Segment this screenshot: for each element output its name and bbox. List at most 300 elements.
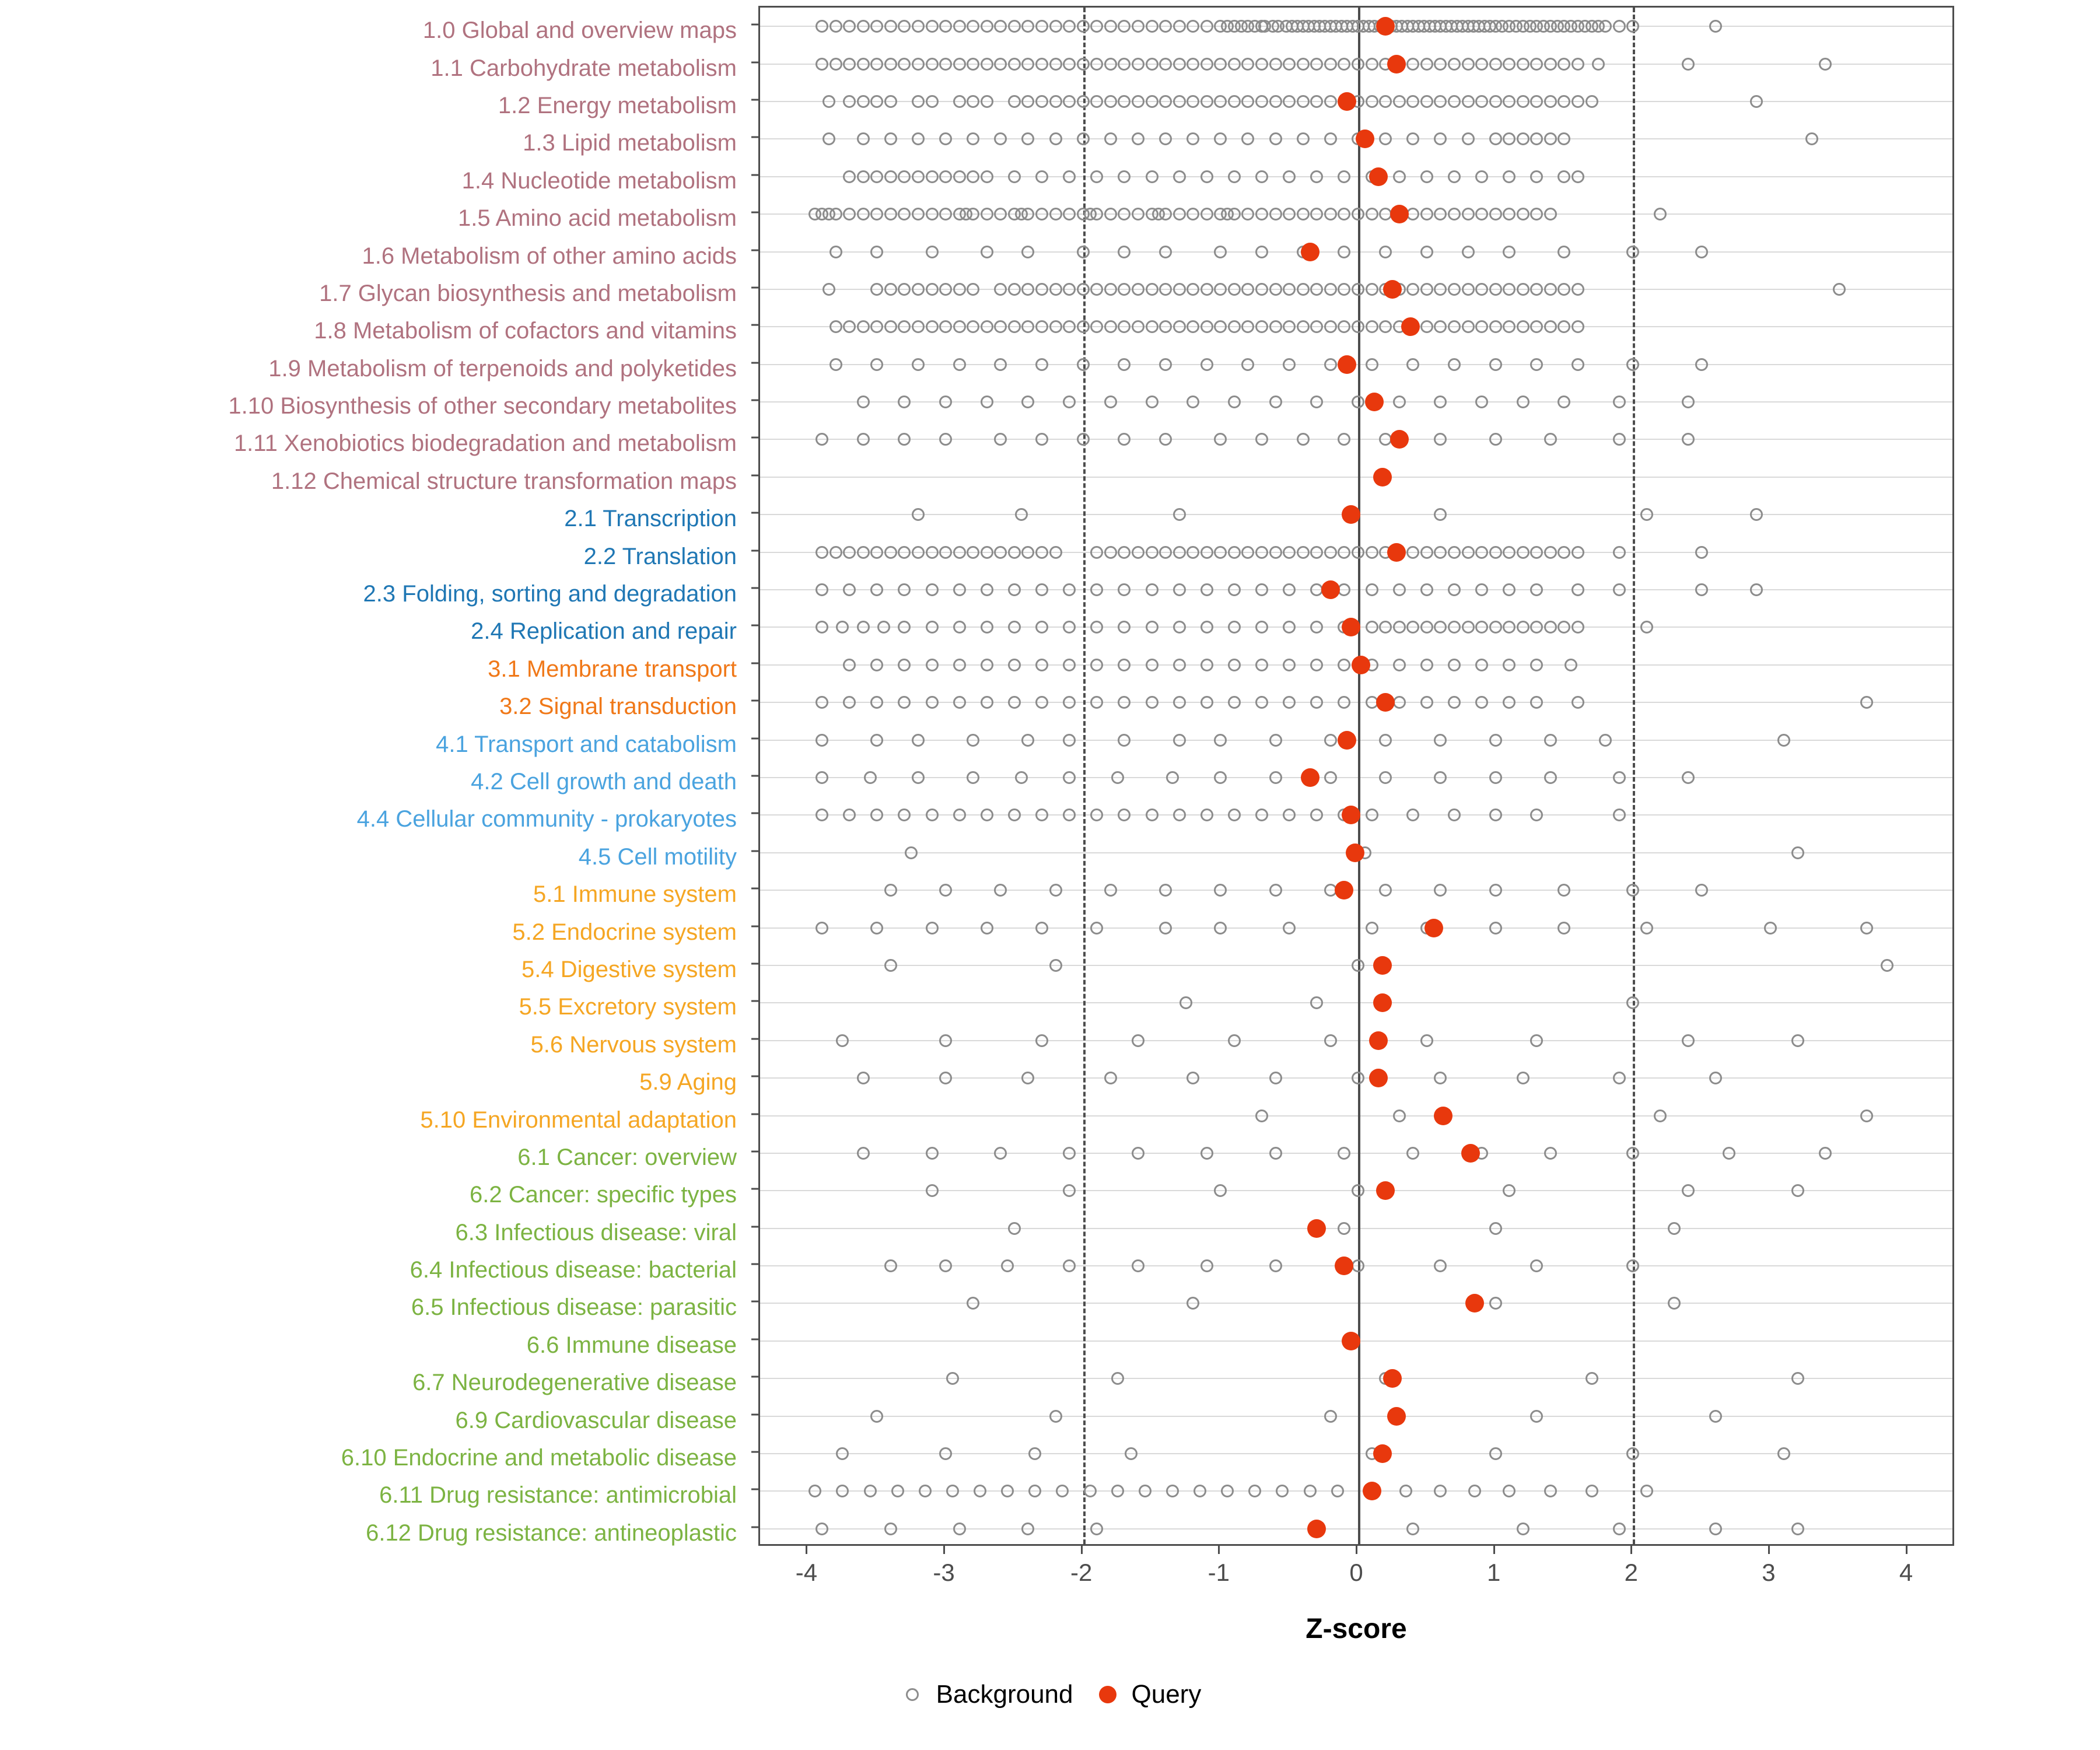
background-point bbox=[1434, 771, 1447, 784]
background-point bbox=[891, 1485, 904, 1497]
background-point bbox=[1228, 583, 1241, 596]
background-point bbox=[1104, 132, 1117, 145]
background-point bbox=[870, 659, 883, 671]
background-point bbox=[1283, 583, 1296, 596]
background-point bbox=[1352, 1072, 1364, 1084]
background-point bbox=[1269, 208, 1282, 220]
query-point bbox=[1434, 1107, 1452, 1125]
y-axis-tick-label: 6.11 Drug resistance: antimicrobial bbox=[379, 1482, 737, 1508]
background-point bbox=[1517, 208, 1530, 220]
query-point bbox=[1342, 1332, 1360, 1350]
background-point bbox=[1626, 1147, 1639, 1160]
background-point bbox=[1104, 396, 1117, 408]
background-point bbox=[1297, 546, 1310, 559]
background-point bbox=[1146, 696, 1158, 709]
query-point bbox=[1352, 656, 1370, 674]
query-point bbox=[1387, 1407, 1406, 1426]
background-point bbox=[1517, 283, 1530, 296]
background-point bbox=[1544, 320, 1557, 333]
background-point bbox=[1063, 283, 1076, 296]
y-axis-tick-label: 5.2 Endocrine system bbox=[512, 919, 737, 945]
background-point bbox=[870, 58, 883, 71]
background-point bbox=[1049, 320, 1062, 333]
background-point bbox=[1434, 884, 1447, 897]
background-point bbox=[1406, 358, 1419, 371]
background-point bbox=[967, 283, 979, 296]
background-point bbox=[1021, 246, 1034, 258]
background-point bbox=[1764, 922, 1777, 935]
background-point bbox=[1544, 58, 1557, 71]
background-point bbox=[1173, 508, 1186, 521]
background-point bbox=[967, 320, 979, 333]
background-point bbox=[1668, 1297, 1681, 1310]
background-point bbox=[1132, 20, 1144, 33]
grid-row-line bbox=[760, 1002, 1952, 1003]
background-point bbox=[1310, 696, 1323, 709]
background-point bbox=[1468, 1485, 1481, 1497]
background-point bbox=[857, 433, 870, 446]
background-point bbox=[1241, 320, 1254, 333]
background-point bbox=[994, 208, 1007, 220]
background-point bbox=[1406, 808, 1419, 821]
background-point bbox=[1640, 508, 1653, 521]
background-point bbox=[1310, 396, 1323, 408]
background-point bbox=[1420, 546, 1433, 559]
y-axis-tick-label: 1.11 Xenobiotics biodegradation and metabolism bbox=[233, 430, 737, 457]
background-point bbox=[1028, 1485, 1041, 1497]
y-axis-tick-label: 1.6 Metabolism of other amino acids bbox=[362, 243, 737, 269]
background-point bbox=[926, 808, 939, 821]
background-point bbox=[884, 208, 897, 220]
background-point bbox=[1366, 621, 1378, 634]
background-point bbox=[1530, 1259, 1543, 1272]
background-point bbox=[1592, 58, 1605, 71]
background-point bbox=[1434, 58, 1447, 71]
background-point bbox=[1530, 358, 1543, 371]
background-point bbox=[864, 771, 877, 784]
background-point bbox=[1654, 208, 1667, 220]
background-point bbox=[1035, 922, 1048, 935]
background-point bbox=[1406, 621, 1419, 634]
background-point bbox=[1462, 246, 1475, 258]
background-point bbox=[1118, 58, 1130, 71]
background-point bbox=[1489, 208, 1502, 220]
query-point bbox=[1387, 543, 1406, 562]
background-point bbox=[843, 170, 856, 183]
background-point bbox=[898, 208, 911, 220]
background-point bbox=[1558, 546, 1570, 559]
background-point bbox=[1434, 396, 1447, 408]
background-point bbox=[1489, 808, 1502, 821]
background-point bbox=[939, 1259, 952, 1272]
background-point bbox=[926, 696, 939, 709]
background-point bbox=[1558, 283, 1570, 296]
background-point bbox=[898, 396, 911, 408]
background-point bbox=[1517, 58, 1530, 71]
background-point bbox=[1489, 771, 1502, 784]
background-point bbox=[1420, 170, 1433, 183]
background-point bbox=[1200, 546, 1213, 559]
background-point bbox=[870, 320, 883, 333]
background-point bbox=[1709, 1072, 1722, 1084]
y-axis-tick-mark bbox=[751, 61, 758, 63]
background-point bbox=[926, 659, 939, 671]
y-axis-tick-mark bbox=[751, 1226, 758, 1227]
query-point bbox=[1376, 17, 1395, 36]
background-point bbox=[1035, 283, 1048, 296]
background-point bbox=[898, 58, 911, 71]
background-point bbox=[1125, 1447, 1138, 1460]
background-point bbox=[1173, 95, 1186, 108]
background-point bbox=[1214, 1184, 1227, 1197]
y-axis-tick-mark bbox=[751, 512, 758, 514]
background-point bbox=[830, 208, 842, 220]
background-point bbox=[1015, 771, 1028, 784]
background-point bbox=[994, 546, 1007, 559]
y-axis-tick-mark bbox=[751, 1376, 758, 1378]
background-point bbox=[1200, 58, 1213, 71]
background-point bbox=[843, 546, 856, 559]
background-point bbox=[1283, 546, 1296, 559]
background-point bbox=[1462, 132, 1475, 145]
x-axis-tick-label: 0 bbox=[1349, 1559, 1363, 1586]
background-point bbox=[1063, 208, 1076, 220]
background-point bbox=[1132, 1034, 1144, 1047]
background-point bbox=[1626, 884, 1639, 897]
background-point bbox=[898, 20, 911, 33]
background-point bbox=[843, 320, 856, 333]
background-point bbox=[1682, 1184, 1695, 1197]
background-point bbox=[1572, 283, 1584, 296]
background-point bbox=[857, 1147, 870, 1160]
background-point bbox=[1434, 433, 1447, 446]
y-axis-tick-label: 1.9 Metabolism of terpenoids and polyketides bbox=[268, 355, 737, 382]
reference-line-2 bbox=[1633, 8, 1635, 1544]
background-point bbox=[1366, 922, 1378, 935]
background-point bbox=[1159, 433, 1172, 446]
background-point bbox=[1255, 320, 1268, 333]
background-point bbox=[1558, 621, 1570, 634]
background-point bbox=[816, 621, 828, 634]
background-point bbox=[926, 546, 939, 559]
y-axis-tick-mark bbox=[751, 1338, 758, 1340]
background-point bbox=[1695, 246, 1708, 258]
background-point bbox=[1791, 1522, 1804, 1535]
background-point bbox=[1015, 508, 1028, 521]
background-point bbox=[843, 58, 856, 71]
background-point bbox=[1118, 246, 1130, 258]
background-point bbox=[1654, 1110, 1667, 1122]
background-point bbox=[1090, 808, 1103, 821]
background-point bbox=[1860, 922, 1873, 935]
background-point bbox=[1194, 1485, 1206, 1497]
background-point bbox=[1159, 58, 1172, 71]
query-point bbox=[1338, 731, 1356, 750]
background-point bbox=[1173, 20, 1186, 33]
y-axis-tick-mark bbox=[751, 963, 758, 964]
background-point bbox=[1255, 808, 1268, 821]
y-axis-tick-mark bbox=[751, 324, 758, 326]
background-point bbox=[926, 58, 939, 71]
background-point bbox=[1530, 583, 1543, 596]
background-point bbox=[1090, 922, 1103, 935]
background-point bbox=[1626, 358, 1639, 371]
background-point bbox=[1626, 1447, 1639, 1460]
background-point bbox=[898, 433, 911, 446]
background-point bbox=[1200, 20, 1213, 33]
background-point bbox=[1613, 396, 1626, 408]
background-point bbox=[1517, 546, 1530, 559]
background-point bbox=[1035, 808, 1048, 821]
background-point bbox=[1186, 320, 1199, 333]
background-point bbox=[1077, 20, 1090, 33]
y-axis-tick-label: 6.4 Infectious disease: bacterial bbox=[410, 1257, 737, 1283]
background-point bbox=[1489, 320, 1502, 333]
background-point bbox=[953, 95, 966, 108]
background-point bbox=[1393, 396, 1406, 408]
background-point bbox=[1503, 583, 1516, 596]
background-point bbox=[1572, 696, 1584, 709]
background-point bbox=[1186, 1297, 1199, 1310]
background-point bbox=[1682, 433, 1695, 446]
background-point bbox=[1668, 1222, 1681, 1235]
background-point bbox=[1090, 696, 1103, 709]
background-point bbox=[1517, 621, 1530, 634]
background-point bbox=[1324, 208, 1337, 220]
background-point bbox=[1063, 1184, 1076, 1197]
background-point bbox=[1118, 583, 1130, 596]
background-point bbox=[1173, 808, 1186, 821]
background-point bbox=[981, 58, 993, 71]
x-axis-tick-mark bbox=[1906, 1546, 1908, 1554]
background-point bbox=[994, 433, 1007, 446]
background-point bbox=[1118, 358, 1130, 371]
query-point bbox=[1376, 693, 1395, 712]
background-point bbox=[1420, 621, 1433, 634]
background-point bbox=[1063, 320, 1076, 333]
background-point bbox=[1214, 95, 1227, 108]
background-point bbox=[1173, 696, 1186, 709]
background-point bbox=[884, 20, 897, 33]
background-point bbox=[912, 320, 925, 333]
background-point bbox=[1462, 546, 1475, 559]
background-point bbox=[1001, 1485, 1014, 1497]
background-point bbox=[1180, 996, 1192, 1009]
background-point bbox=[1695, 546, 1708, 559]
query-point bbox=[1346, 844, 1364, 862]
background-point bbox=[857, 132, 870, 145]
background-point bbox=[1530, 208, 1543, 220]
background-point bbox=[1063, 1147, 1076, 1160]
background-point bbox=[1021, 132, 1034, 145]
background-point bbox=[1269, 884, 1282, 897]
background-point bbox=[1366, 546, 1378, 559]
background-point bbox=[1366, 808, 1378, 821]
background-point bbox=[1530, 170, 1543, 183]
background-point bbox=[919, 1485, 932, 1497]
background-point bbox=[1159, 283, 1172, 296]
background-point bbox=[1146, 621, 1158, 634]
background-point bbox=[1324, 1034, 1337, 1047]
background-point bbox=[1214, 132, 1227, 145]
background-point bbox=[1777, 1447, 1790, 1460]
background-point bbox=[857, 208, 870, 220]
background-point bbox=[1489, 734, 1502, 747]
background-point bbox=[1613, 583, 1626, 596]
background-point bbox=[1750, 95, 1763, 108]
background-point bbox=[1159, 320, 1172, 333]
background-point bbox=[1035, 358, 1048, 371]
background-point bbox=[1214, 433, 1227, 446]
background-point bbox=[939, 1034, 952, 1047]
background-point bbox=[1049, 208, 1062, 220]
query-point bbox=[1335, 1256, 1353, 1275]
background-point bbox=[1434, 208, 1447, 220]
background-point bbox=[843, 696, 856, 709]
background-point bbox=[1503, 659, 1516, 671]
background-point bbox=[843, 208, 856, 220]
grid-row-line bbox=[760, 1228, 1952, 1229]
background-point bbox=[1448, 95, 1461, 108]
background-point bbox=[1626, 1259, 1639, 1272]
background-point bbox=[884, 1522, 897, 1535]
background-point bbox=[1406, 283, 1419, 296]
query-point bbox=[1373, 1444, 1392, 1463]
background-point bbox=[967, 20, 979, 33]
background-point bbox=[1035, 546, 1048, 559]
background-point bbox=[1090, 20, 1103, 33]
background-point bbox=[1228, 696, 1241, 709]
background-point bbox=[1393, 659, 1406, 671]
background-point bbox=[1283, 659, 1296, 671]
background-point bbox=[1035, 659, 1048, 671]
y-axis-tick-label: 2.4 Replication and repair bbox=[471, 618, 737, 645]
background-point bbox=[1021, 20, 1034, 33]
background-point bbox=[1352, 283, 1364, 296]
background-point bbox=[1489, 58, 1502, 71]
background-point bbox=[830, 246, 842, 258]
background-point bbox=[1049, 546, 1062, 559]
background-point bbox=[1021, 1522, 1034, 1535]
background-point bbox=[1462, 58, 1475, 71]
background-point bbox=[1186, 546, 1199, 559]
background-point bbox=[1791, 1034, 1804, 1047]
background-point bbox=[1310, 208, 1323, 220]
background-point bbox=[1104, 1072, 1117, 1084]
background-point bbox=[1008, 659, 1021, 671]
query-point bbox=[1356, 130, 1374, 148]
background-point bbox=[912, 358, 925, 371]
background-point bbox=[1613, 433, 1626, 446]
background-point bbox=[1558, 922, 1570, 935]
background-point bbox=[1489, 95, 1502, 108]
background-point bbox=[1626, 996, 1639, 1009]
background-point bbox=[981, 208, 993, 220]
background-point bbox=[1104, 58, 1117, 71]
x-axis-title: Z-score bbox=[1306, 1614, 1407, 1644]
background-point bbox=[1035, 320, 1048, 333]
legend-label-query: Query bbox=[1131, 1680, 1202, 1709]
legend-item-query bbox=[1094, 1680, 1202, 1709]
background-point bbox=[1475, 659, 1488, 671]
background-point bbox=[939, 208, 952, 220]
background-point bbox=[1228, 95, 1241, 108]
background-point bbox=[1750, 508, 1763, 521]
background-point bbox=[1159, 922, 1172, 935]
background-point bbox=[1118, 170, 1130, 183]
background-point bbox=[816, 696, 828, 709]
background-point bbox=[843, 95, 856, 108]
background-point bbox=[1255, 433, 1268, 446]
background-point bbox=[1448, 320, 1461, 333]
background-point bbox=[1530, 283, 1543, 296]
background-point bbox=[1283, 696, 1296, 709]
background-point bbox=[1434, 1485, 1447, 1497]
background-point bbox=[1132, 132, 1144, 145]
y-axis-tick-mark bbox=[751, 1301, 758, 1303]
query-point bbox=[1342, 618, 1360, 636]
background-point bbox=[1139, 1485, 1152, 1497]
background-point bbox=[857, 1072, 870, 1084]
background-point bbox=[912, 20, 925, 33]
background-point bbox=[1200, 170, 1213, 183]
background-point bbox=[1228, 546, 1241, 559]
y-axis-tick-label: 6.12 Drug resistance: antineoplastic bbox=[366, 1520, 737, 1546]
background-point bbox=[1173, 621, 1186, 634]
background-point bbox=[1393, 621, 1406, 634]
background-point bbox=[1008, 58, 1021, 71]
background-point bbox=[1214, 734, 1227, 747]
background-point bbox=[1434, 734, 1447, 747]
y-axis-labels bbox=[0, 6, 750, 1546]
background-point bbox=[1324, 132, 1337, 145]
background-point bbox=[1021, 283, 1034, 296]
y-axis-tick-mark bbox=[751, 99, 758, 100]
background-point bbox=[843, 583, 856, 596]
y-axis-tick-label: 1.5 Amino acid metabolism bbox=[457, 205, 737, 232]
background-point bbox=[1035, 208, 1048, 220]
background-point bbox=[953, 320, 966, 333]
background-point bbox=[1819, 58, 1832, 71]
background-point bbox=[1063, 20, 1076, 33]
background-point bbox=[967, 546, 979, 559]
background-point bbox=[884, 320, 897, 333]
background-point bbox=[953, 696, 966, 709]
background-point bbox=[1530, 621, 1543, 634]
background-point bbox=[1489, 546, 1502, 559]
background-point bbox=[1420, 659, 1433, 671]
background-point bbox=[857, 95, 870, 108]
background-point bbox=[843, 20, 856, 33]
background-point bbox=[1572, 583, 1584, 596]
background-point bbox=[1503, 283, 1516, 296]
background-point bbox=[1255, 659, 1268, 671]
query-point bbox=[1307, 1219, 1326, 1238]
background-point bbox=[1420, 246, 1433, 258]
background-point bbox=[1241, 546, 1254, 559]
background-point bbox=[1008, 546, 1021, 559]
y-axis-tick-mark bbox=[751, 813, 758, 814]
background-point bbox=[926, 283, 939, 296]
grid-row-line bbox=[760, 1378, 1952, 1379]
background-point bbox=[1558, 170, 1570, 183]
background-point bbox=[1310, 58, 1323, 71]
background-point bbox=[1021, 734, 1034, 747]
background-point bbox=[898, 320, 911, 333]
query-point bbox=[1369, 1069, 1388, 1087]
background-point bbox=[967, 734, 979, 747]
background-point bbox=[912, 95, 925, 108]
